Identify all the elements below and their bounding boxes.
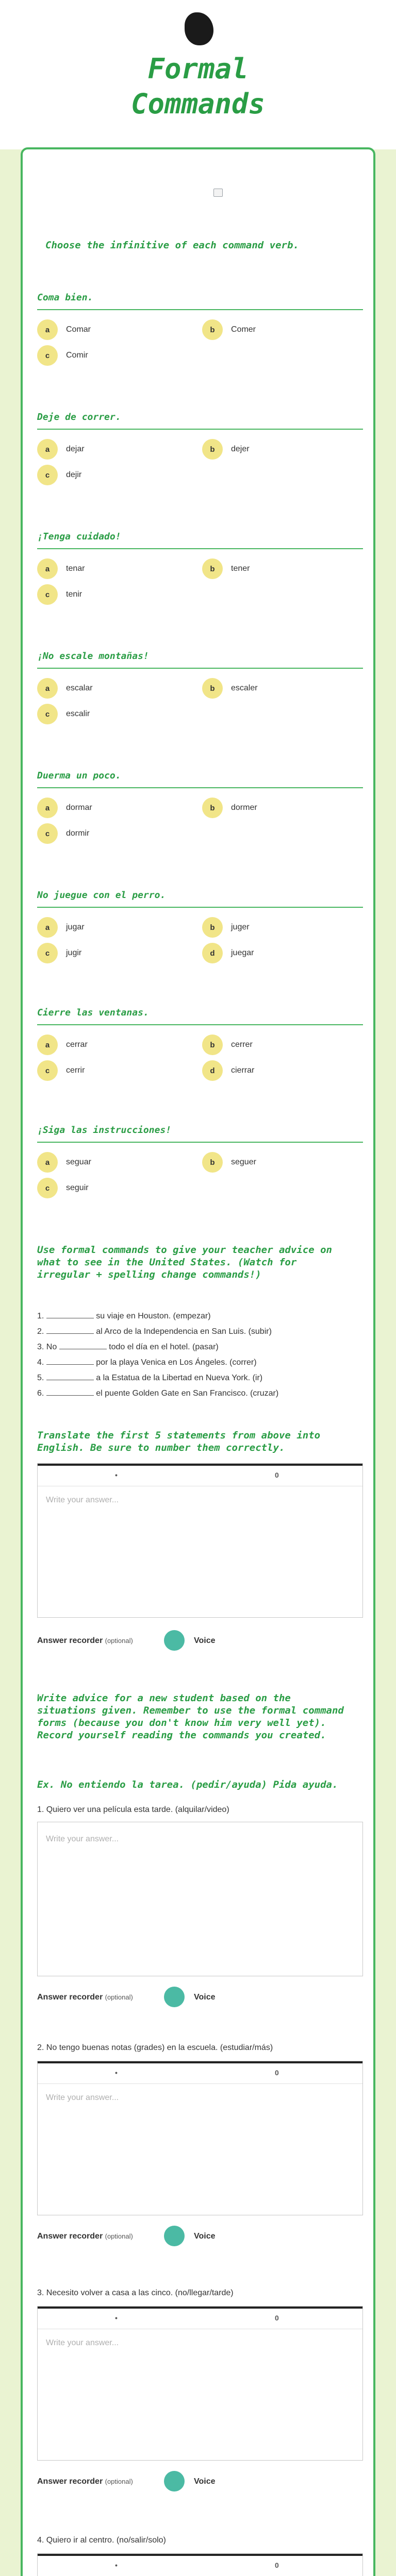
list-item <box>37 1388 357 1403</box>
option-text: juger <box>231 923 250 931</box>
option-a[interactable] <box>37 917 85 938</box>
blank-line <box>46 1373 94 1380</box>
write-advice-heading: Write advice for a new student based on the situations given. Remember to use the formal command forms (because you don't know him very well yet). Record yourself reading the commands you created. <box>37 1692 344 1741</box>
option-c[interactable] <box>37 465 82 485</box>
option-badge: a <box>37 798 58 818</box>
bullet-button[interactable]: • <box>115 1471 118 1479</box>
option-text: cerrar <box>66 1040 88 1049</box>
option-text: cerrer <box>231 1040 253 1049</box>
option-b[interactable] <box>202 1152 256 1173</box>
voice-label: Voice <box>194 1636 216 1645</box>
option-badge: a <box>37 1152 58 1173</box>
numbered-button[interactable]: 0 <box>275 2314 279 2322</box>
option-badge: b <box>202 439 223 460</box>
question-5 <box>37 770 363 838</box>
worksheet-card <box>21 147 375 2576</box>
situation-1-editor[interactable] <box>37 1822 363 1976</box>
blank-line <box>46 1311 94 1318</box>
voice-label: Voice <box>194 2477 216 2486</box>
list-item <box>37 1372 357 1388</box>
broken-image-icon <box>213 189 223 197</box>
option-text: jugar <box>66 923 85 931</box>
option-badge: b <box>202 1152 223 1173</box>
option-d[interactable] <box>202 943 254 963</box>
option-c[interactable] <box>37 704 90 724</box>
list-item <box>37 1357 357 1372</box>
editor-toolbar <box>38 1466 362 1486</box>
blank-line <box>46 1388 94 1396</box>
option-text: dejar <box>66 445 85 453</box>
question-1 <box>37 292 363 360</box>
item-text: el puente Golden Gate en San Francisco. (cruzar) <box>96 1389 279 1398</box>
option-badge: a <box>37 917 58 938</box>
blank-line <box>59 1342 107 1349</box>
option-badge: b <box>202 319 223 340</box>
option-badge: b <box>202 798 223 818</box>
intro-heading: Choose the infinitive of each command verb. <box>45 240 299 251</box>
option-text: dormar <box>66 803 92 812</box>
voice-label: Voice <box>194 2232 216 2241</box>
editor-toolbar <box>38 2063 362 2084</box>
write-advice-example: Ex. No entiendo la tarea. (pedir/ayuda) Pida ayuda. <box>37 1779 338 1790</box>
question-rule <box>37 1142 363 1143</box>
option-a[interactable] <box>37 1035 88 1055</box>
situation-4-editor[interactable] <box>37 2553 363 2576</box>
option-badge: a <box>37 678 58 699</box>
editor-placeholder: Write your answer... <box>46 2093 119 2102</box>
question-2 <box>37 411 363 480</box>
option-b[interactable] <box>202 1035 253 1055</box>
option-text: dormer <box>231 803 257 812</box>
option-text: seguar <box>66 1158 91 1166</box>
option-badge: c <box>37 1178 58 1198</box>
option-c[interactable] <box>37 943 82 963</box>
numbered-button[interactable]: 0 <box>275 2069 279 2077</box>
situation-prompt: 3. Necesito volver a casa a las cinco. (no/llegar/tarde) <box>37 2289 234 2297</box>
situation-3-editor[interactable] <box>37 2306 363 2461</box>
option-b[interactable] <box>202 678 258 699</box>
item-text: todo el día en el hotel. (pasar) <box>109 1343 219 1351</box>
question-title: Deje de correr. <box>37 412 121 422</box>
question-title: Cierre las ventanas. <box>37 1007 149 1018</box>
option-text: jugir <box>66 948 82 957</box>
answer-recorder <box>37 1630 243 1653</box>
editor-toolbar <box>38 2309 362 2329</box>
option-badge: c <box>37 704 58 724</box>
recorder-label: Answer recorder (optional) <box>37 1636 133 1645</box>
advice-heading: Use formal commands to give your teacher advice on what to see in the United States. (Watch for irregular + spelling change commands!) <box>37 1244 332 1280</box>
option-badge: a <box>37 558 58 579</box>
record-button[interactable] <box>164 1987 185 2007</box>
option-badge: b <box>202 678 223 699</box>
option-d[interactable] <box>202 1060 255 1081</box>
voice-label: Voice <box>194 1993 216 2002</box>
page-header <box>0 0 396 149</box>
option-text: dejir <box>66 470 82 479</box>
item-text: su viaje en Houston. (empezar) <box>96 1312 211 1320</box>
editor-toolbar <box>38 2556 362 2576</box>
option-text: Comir <box>66 351 88 360</box>
recorder-label: Answer recorder (optional) <box>37 2232 133 2241</box>
option-b[interactable] <box>202 558 250 579</box>
situation-prompt: 1. Quiero ver una película esta tarde. (alquilar/video) <box>37 1805 229 1814</box>
option-badge: d <box>202 1060 223 1081</box>
option-a[interactable] <box>37 678 93 699</box>
item-text: a la Estatua de la Libertad en Nueva York. (ir) <box>96 1374 263 1382</box>
option-badge: b <box>202 1035 223 1055</box>
bullet-button[interactable]: • <box>115 2314 118 2322</box>
option-badge: c <box>37 1060 58 1081</box>
editor-placeholder: Write your answer... <box>46 1496 119 1504</box>
page-title: Formal Commands <box>130 53 266 120</box>
option-a[interactable] <box>37 798 92 818</box>
question-title: ¡Siga las instrucciones! <box>37 1125 172 1136</box>
question-4 <box>37 650 363 719</box>
option-b[interactable] <box>202 319 256 340</box>
question-rule <box>37 309 363 310</box>
option-c[interactable] <box>37 823 90 844</box>
option-badge: c <box>37 465 58 485</box>
answer-recorder <box>37 1987 243 2009</box>
option-badge: c <box>37 584 58 605</box>
question-title: Duerma un poco. <box>37 770 121 781</box>
option-b[interactable] <box>202 798 257 818</box>
blank-line <box>46 1327 94 1334</box>
item-text: al Arco de la Independencia en San Luis. (subir) <box>96 1327 272 1336</box>
question-title: Coma bien. <box>37 292 93 303</box>
option-text: escaler <box>231 684 258 692</box>
bullet-button[interactable]: • <box>115 2561 118 2569</box>
question-rule <box>37 907 363 908</box>
option-badge: c <box>37 345 58 366</box>
option-c[interactable] <box>37 1060 85 1081</box>
option-badge: c <box>37 823 58 844</box>
question-rule <box>37 787 363 788</box>
option-text: cierrar <box>231 1066 255 1075</box>
question-6 <box>37 889 363 958</box>
question-rule <box>37 429 363 430</box>
question-rule <box>37 668 363 669</box>
question-title: ¡Tenga cuidado! <box>37 531 121 542</box>
option-c[interactable] <box>37 345 88 366</box>
item-number: 3. No <box>37 1343 57 1351</box>
question-title: ¡No escale montañas! <box>37 651 149 662</box>
recorder-label: Answer recorder (optional) <box>37 1993 133 2002</box>
blank-line <box>46 1358 94 1365</box>
list-item <box>37 1342 357 1357</box>
profile-blob <box>185 12 213 45</box>
record-button[interactable] <box>164 2226 185 2246</box>
option-badge: a <box>37 319 58 340</box>
option-badge: d <box>202 943 223 963</box>
situation-prompt: 4. Quiero ir al centro. (no/salir/solo) <box>37 2536 166 2545</box>
option-badge: c <box>37 943 58 963</box>
record-button[interactable] <box>164 2471 185 2492</box>
situation-2-editor[interactable] <box>37 2061 363 2215</box>
answer-recorder <box>37 2471 243 2494</box>
option-badge: a <box>37 1035 58 1055</box>
question-rule <box>37 548 363 549</box>
question-7 <box>37 1007 363 1075</box>
option-text: Comar <box>66 325 91 334</box>
option-text: tenar <box>66 564 85 573</box>
list-item <box>37 1311 357 1326</box>
option-a[interactable] <box>37 319 91 340</box>
item-number: 1. <box>37 1312 44 1320</box>
option-b[interactable] <box>202 917 250 938</box>
editor-placeholder: Write your answer... <box>46 2338 119 2347</box>
option-text: tener <box>231 564 250 573</box>
option-a[interactable] <box>37 558 85 579</box>
option-c[interactable] <box>37 584 82 605</box>
option-badge: b <box>202 558 223 579</box>
option-text: tenir <box>66 590 82 599</box>
editor-placeholder: Write your answer... <box>46 1835 119 1843</box>
bullet-button[interactable]: • <box>115 2069 118 2077</box>
item-text: por la playa Venica en Los Ángeles. (correr) <box>96 1358 257 1367</box>
numbered-button[interactable]: 0 <box>275 1471 279 1479</box>
option-badge: a <box>37 439 58 460</box>
option-text: seguir <box>66 1183 89 1192</box>
item-number: 4. <box>37 1358 44 1367</box>
translate-answer-editor[interactable] <box>37 1463 363 1618</box>
option-text: cerrir <box>66 1066 85 1075</box>
option-c[interactable] <box>37 1178 89 1198</box>
translate-heading: Translate the first 5 statements from above into English. Be sure to number them correctly. <box>37 1430 321 1453</box>
option-text: dormir <box>66 829 90 838</box>
option-a[interactable] <box>37 439 85 460</box>
item-number: 2. <box>37 1327 44 1336</box>
item-number: 5. <box>37 1374 44 1382</box>
numbered-button[interactable]: 0 <box>275 2561 279 2569</box>
option-a[interactable] <box>37 1152 91 1173</box>
advice-list <box>37 1311 357 1403</box>
question-3 <box>37 531 363 599</box>
question-rule <box>37 1024 363 1025</box>
record-button[interactable] <box>164 1630 185 1651</box>
answer-recorder <box>37 2226 243 2248</box>
situation-prompt: 2. No tengo buenas notas (grades) en la escuela. (estudiar/más) <box>37 2043 273 2052</box>
option-text: escalar <box>66 684 93 692</box>
question-title: No juegue con el perro. <box>37 890 166 901</box>
option-text: dejer <box>231 445 250 453</box>
option-badge: b <box>202 917 223 938</box>
recorder-label: Answer recorder (optional) <box>37 2477 133 2486</box>
option-text: Comer <box>231 325 256 334</box>
option-text: seguer <box>231 1158 256 1166</box>
option-text: juegar <box>231 948 254 957</box>
question-8 <box>37 1124 363 1193</box>
item-number: 6. <box>37 1389 44 1398</box>
option-text: escalir <box>66 709 90 718</box>
option-b[interactable] <box>202 439 250 460</box>
list-item <box>37 1326 357 1342</box>
